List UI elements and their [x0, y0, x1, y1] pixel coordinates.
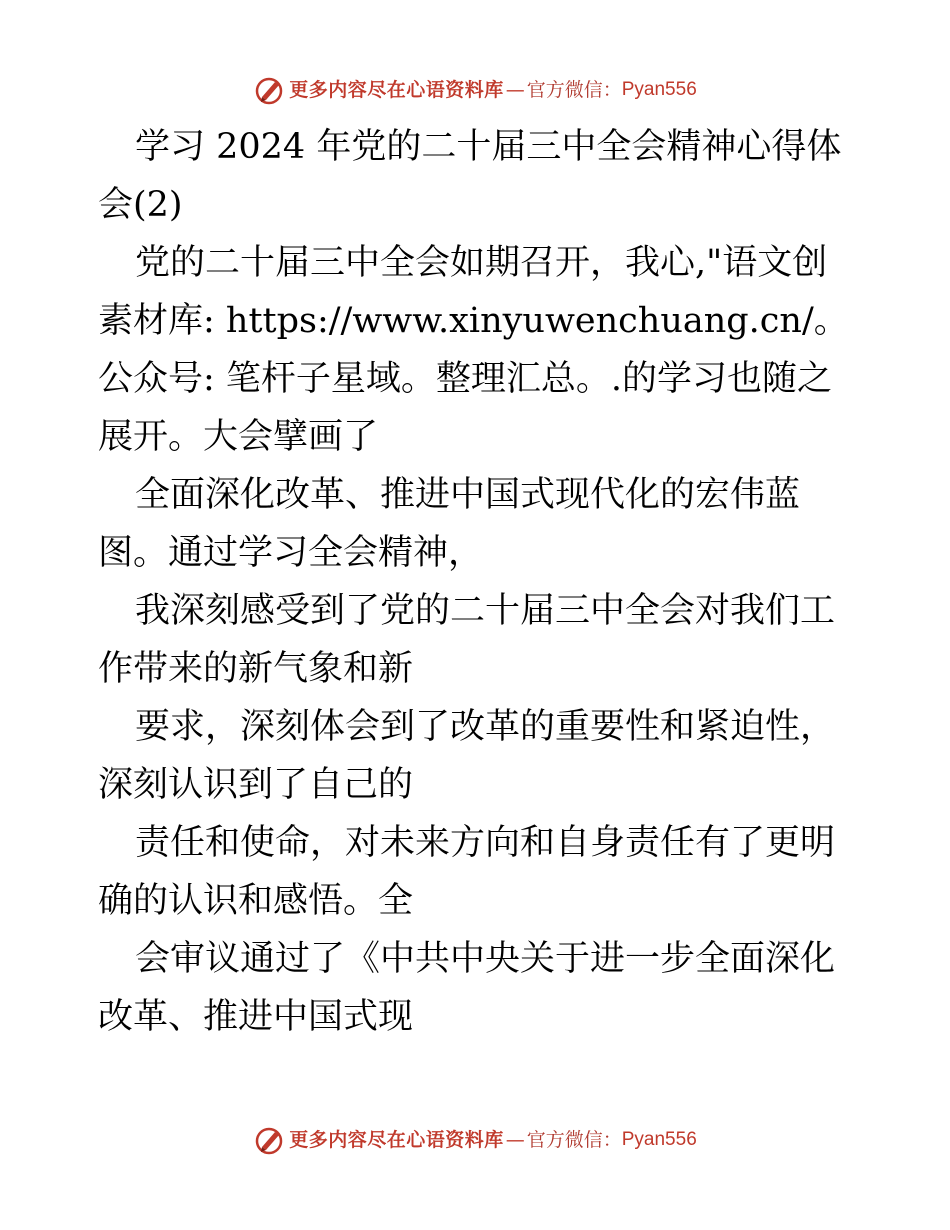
brand-text: 更多内容尽在心语资料库 [289, 1129, 504, 1151]
paragraph: 要求，深刻体会到了改革的重要性和紧迫性，深刻认识到了自己的 [98, 707, 836, 805]
wechat-account: Pyan556 [621, 79, 697, 100]
paragraph: 会审议通过了《中共中央关于进一步全面深化改革、推进中国式现 [98, 939, 836, 1037]
paragraph: 我深刻感受到了党的二十届三中全会对我们工作带来的新气象和新 [98, 591, 836, 689]
separator-dash: — [505, 79, 525, 101]
header-banner [0, 70, 950, 110]
brand-text: 更多内容尽在心语资料库 [289, 79, 504, 101]
paragraph: 全面深化改革、推进中国式现代化的宏伟蓝图。通过学习全会精神， [98, 475, 801, 573]
document-body [98, 118, 858, 1046]
contact-label: 官方微信： [526, 1129, 622, 1151]
paragraph: 党的二十届三中全会如期召开，我心,"语文创素材库: https://www.xinyuwenchuang.cn/。公众号: 笔杆子星域。整理汇总。.的学习也随之展开。大会擘画了 [98, 243, 849, 457]
contact-label: 官方微信： [526, 79, 622, 101]
wechat-account: Pyan556 [621, 1129, 697, 1150]
pen-in-circle-icon [253, 74, 285, 106]
paragraph: 责任和使命，对未来方向和自身责任有了更明确的认识和感悟。全 [98, 823, 836, 921]
separator-dash: — [505, 1129, 525, 1151]
pen-in-circle-icon [253, 1124, 285, 1156]
document-title: 学习 2024 年党的二十届三中全会精神心得体会(2) [98, 127, 842, 225]
footer-banner [0, 1120, 950, 1160]
